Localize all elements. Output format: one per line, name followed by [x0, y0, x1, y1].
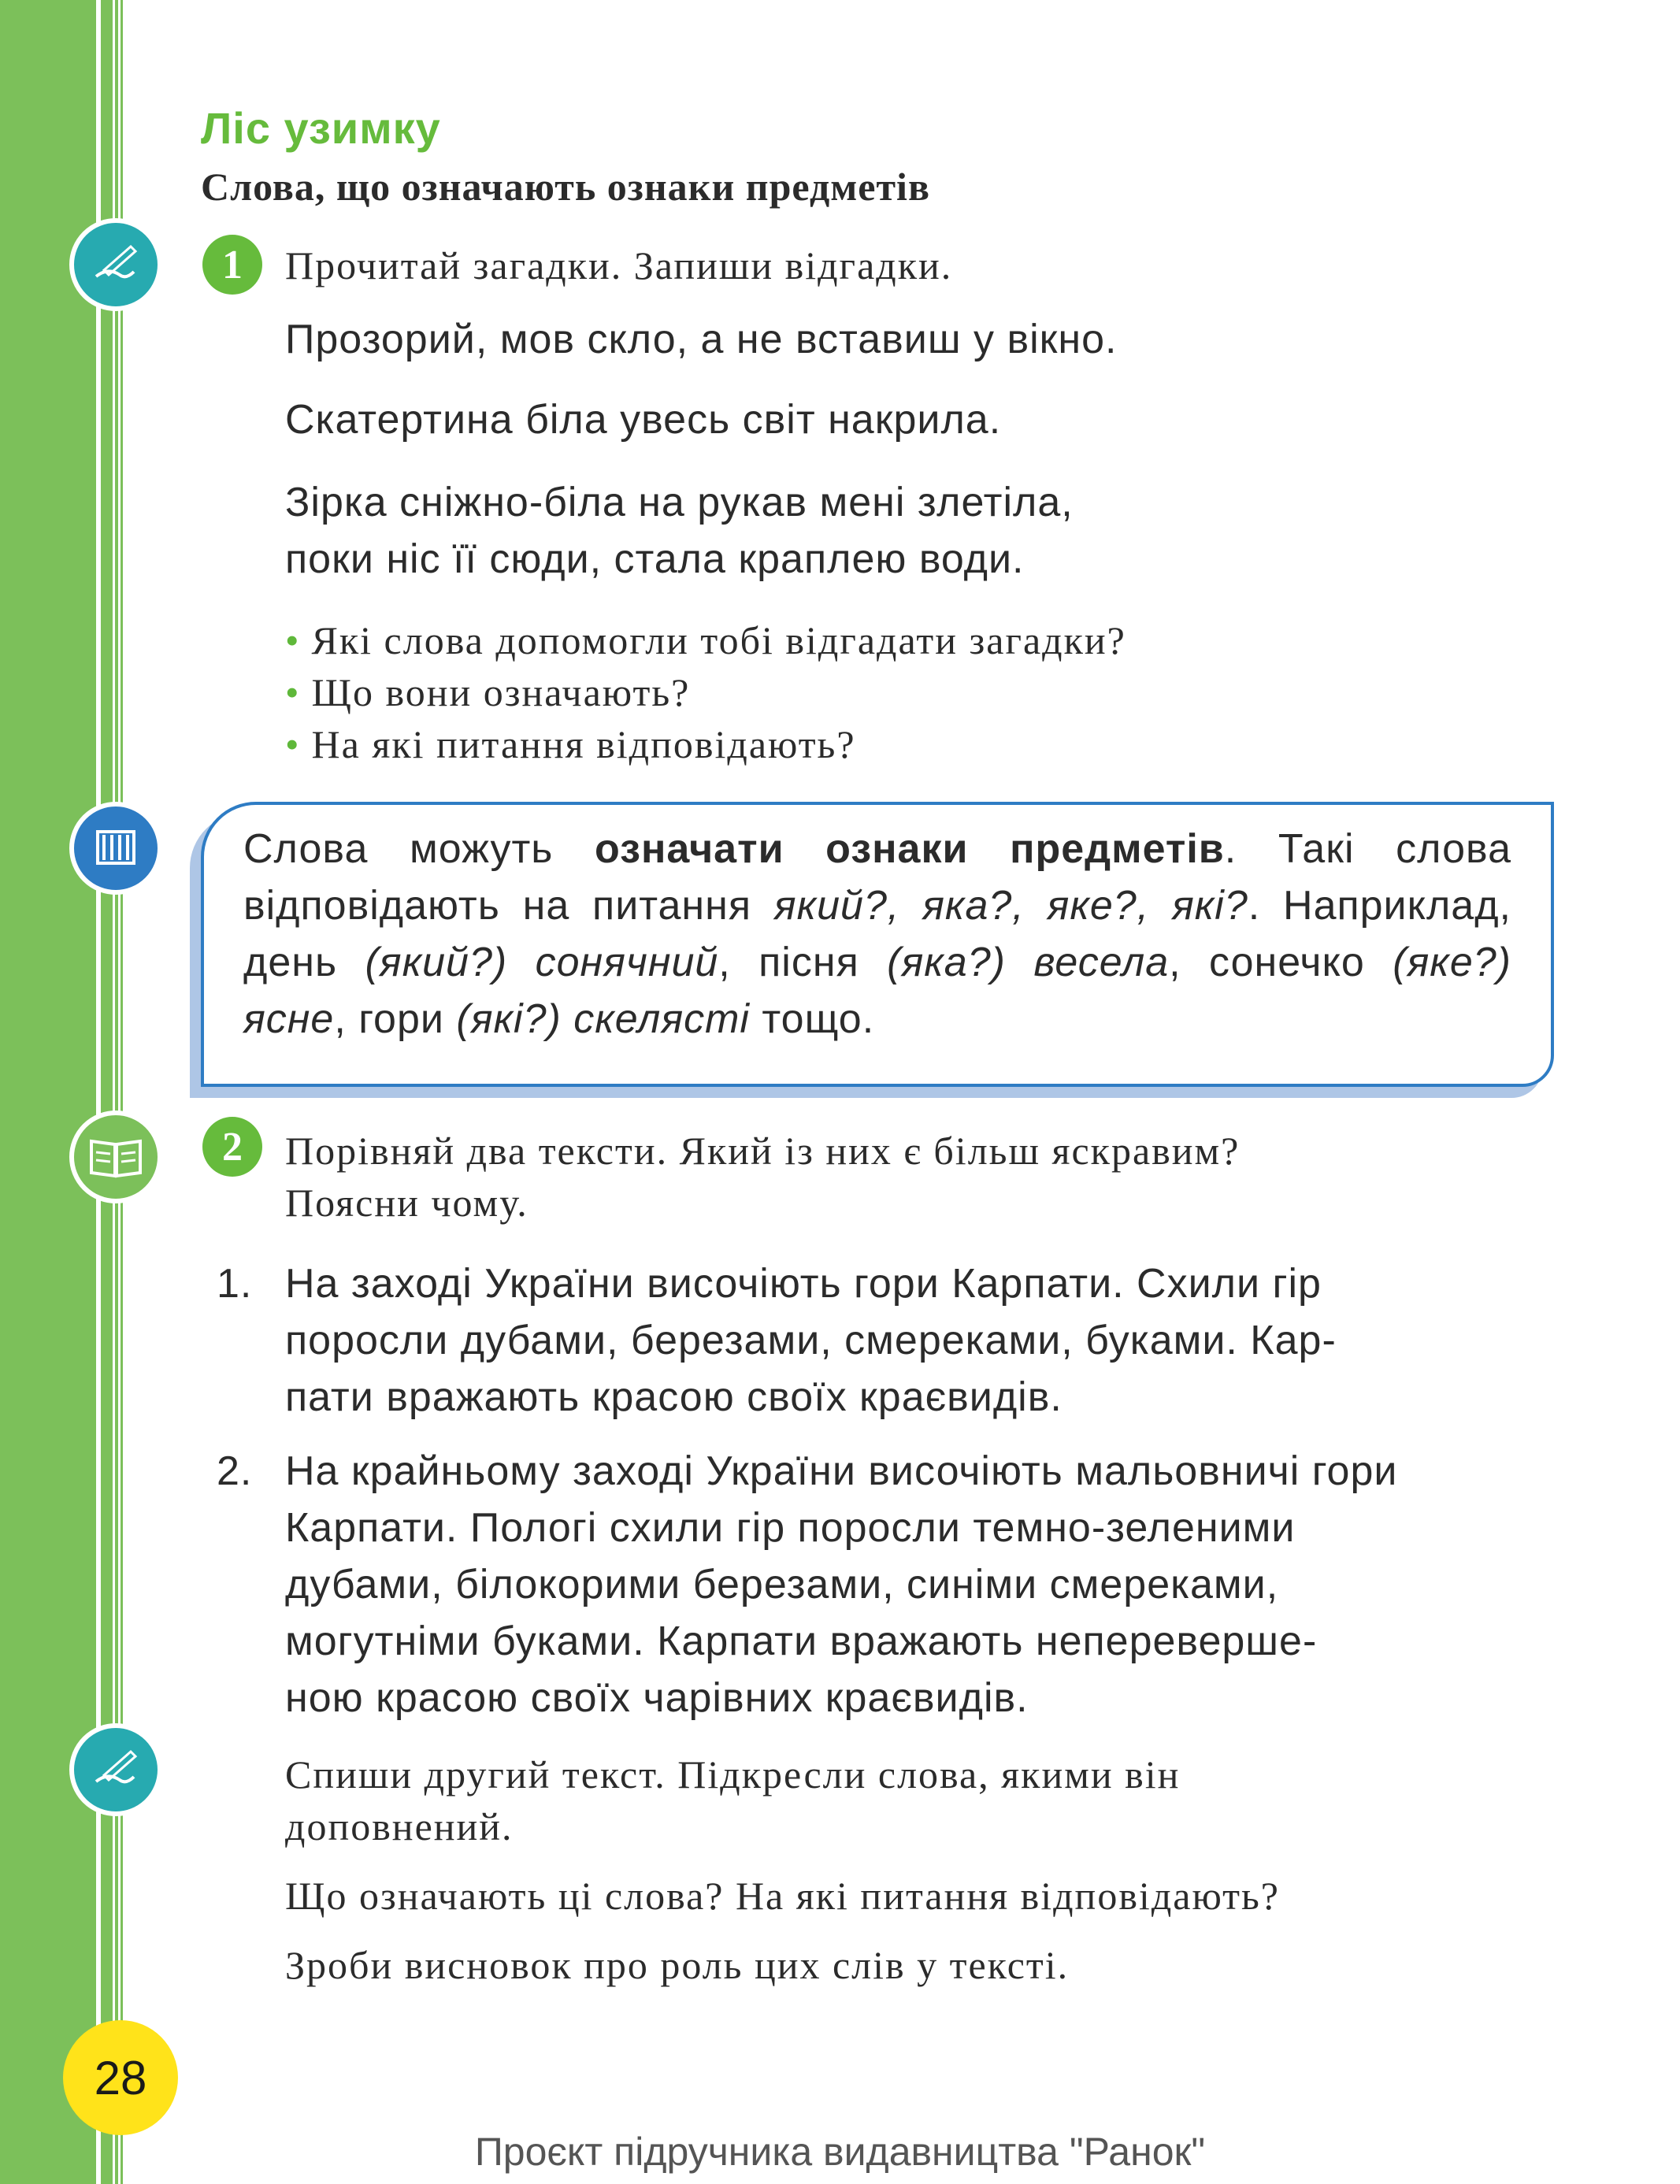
margin-stripe: [96, 0, 101, 2184]
list-item: • На які питання відповідають?: [285, 722, 856, 766]
bullet-icon: •: [285, 670, 301, 714]
rule-questions: який?, яка?, яке?, які?: [773, 883, 1248, 929]
margin-stripe: [109, 0, 113, 2184]
text-two: На крайньому заході України височіють мальовничі гори Карпати. Пологі схили гір поросли темно-зеленими дубами, білокорими березами, синіми смереками, могутніми буками. Карпати вражають неперевершe- ною красою своїх чарівних краєвидів.: [285, 1448, 1398, 1721]
page-number: 28: [63, 2020, 178, 2135]
topic-heading: Слова, що означають ознаки предметів: [201, 165, 930, 209]
reading-book-icon: [69, 1111, 162, 1203]
text-one: На заході України височіють гори Карпати. Схили гір поросли дубами, березами, смереками, буками. Кар- пати вражають красою своїх краєвидів.: [285, 1261, 1337, 1420]
question-list: [285, 614, 1126, 770]
bullet-icon: •: [285, 722, 301, 766]
text-number: 1.: [217, 1261, 253, 1307]
task-number-badge: 1: [202, 235, 262, 295]
task-number-badge: 2: [202, 1117, 262, 1177]
riddle: Прозорий, мов скло, а не вставиш у вікно.: [285, 317, 1118, 362]
conclusion-task: Зроби висновок про роль цих слів у тексті.: [285, 1943, 1070, 1987]
margin-band: [0, 0, 109, 2184]
task1-instruction: Прочитай загадки. Запиши відгадки.: [285, 243, 953, 287]
riddle: [285, 474, 1074, 588]
riddle-line: Зірка сніжно-біла на рукав мені злетіла,: [285, 480, 1074, 525]
margin-stripe: [121, 0, 123, 2184]
list-item: • Які слова допомогли тобі відгадати загадки?: [285, 618, 1126, 662]
riddle: Скатертина біла увесь світ накрила.: [285, 397, 1002, 443]
text-number: 2.: [217, 1448, 253, 1494]
section-title: Ліс узимку: [201, 103, 441, 153]
rule-key-term: означати ознаки предметів: [595, 826, 1225, 872]
task2-instruction: Порівняй два тексти. Який із них є більш яскравим? Поясни чому.: [285, 1129, 1241, 1225]
footer-note: Проєкт підручника видавництва "Ранок": [474, 2130, 1206, 2174]
writing-icon: [69, 218, 162, 311]
rule-box: Слова можуть означати ознаки предметів. Такі слова відповідають на питання який?, яка?, яке?, які?. Наприклад, день (який?) сонячний, пісня (яка?) весела, сонечко (яке?) ясне, гори (які?) скелясті тощо.: [201, 802, 1554, 1087]
margin-stripe: [115, 0, 118, 2184]
list-item: • Що вони означають?: [285, 670, 691, 714]
riddle-line: поки ніс її сюди, стала краплею води.: [285, 536, 1025, 582]
rule-book-icon: [69, 802, 162, 895]
follow-up-question: Що означають ці слова? На які питання відповідають?: [285, 1874, 1280, 1918]
write-task: Спиши другий текст. Підкресли слова, якими він доповнений.: [285, 1752, 1181, 1848]
bullet-icon: •: [285, 618, 301, 662]
writing-icon: [69, 1723, 162, 1816]
